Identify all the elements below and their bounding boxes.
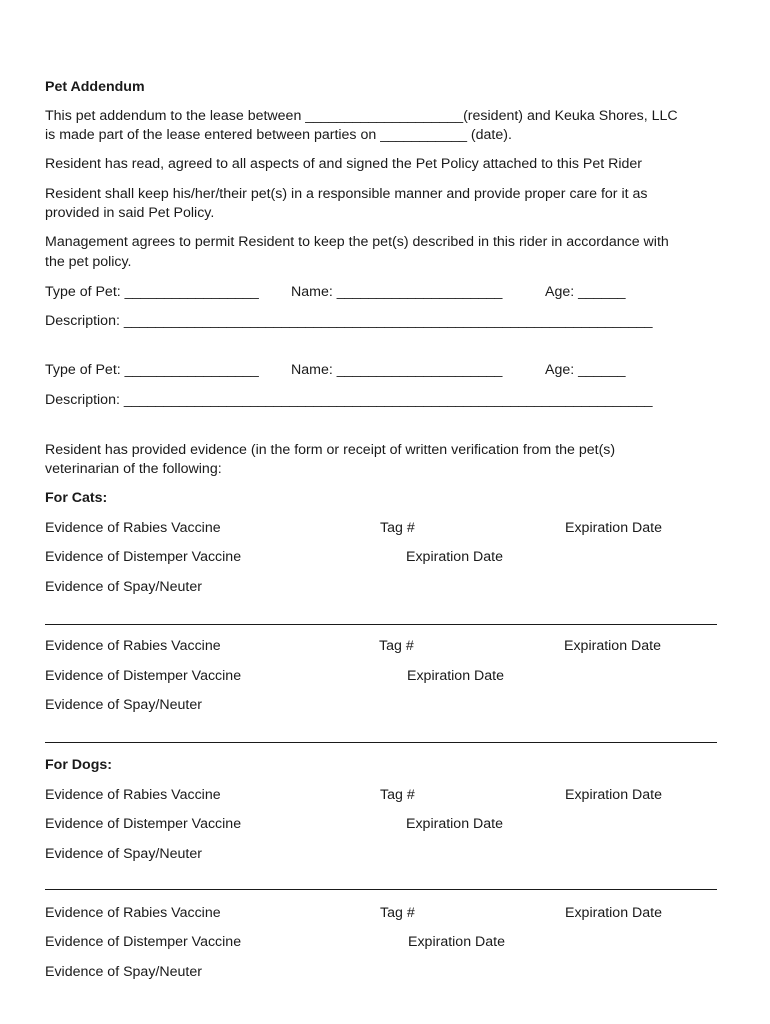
section-divider [45, 624, 717, 625]
rabies-expiration-label: Expiration Date [564, 638, 661, 654]
rabies-vaccine-label: Evidence of Rabies Vaccine [45, 638, 221, 654]
pet-name-field[interactable]: Name: _____________________ [291, 284, 503, 300]
tag-number-label: Tag # [379, 638, 414, 654]
tag-number-label: Tag # [380, 520, 415, 536]
dogs-heading: For Dogs: [45, 757, 112, 773]
pet-policy-statement: Resident has read, agreed to all aspects of and signed the Pet Policy attached to this Pet Rider [45, 156, 643, 172]
rabies-vaccine-label: Evidence of Rabies Vaccine [45, 905, 221, 921]
tag-number-label: Tag # [380, 905, 415, 921]
rabies-vaccine-label: Evidence of Rabies Vaccine [45, 787, 221, 803]
section-divider [45, 742, 717, 743]
evidence-intro-line-2: veterinarian of the following: [45, 461, 222, 477]
rabies-vaccine-label: Evidence of Rabies Vaccine [45, 520, 221, 536]
intro-line-2: is made part of the lease entered between parties on ___________ (date). [45, 127, 512, 143]
distemper-expiration-label: Expiration Date [408, 934, 505, 950]
page-title: Pet Addendum [45, 79, 145, 95]
cats-heading: For Cats: [45, 490, 108, 506]
pet-age-field[interactable]: Age: ______ [545, 362, 626, 378]
rabies-expiration-label: Expiration Date [565, 787, 662, 803]
distemper-expiration-label: Expiration Date [406, 816, 503, 832]
spay-neuter-label: Evidence of Spay/Neuter [45, 964, 202, 980]
spay-neuter-label: Evidence of Spay/Neuter [45, 697, 202, 713]
management-statement-line-2: the pet policy. [45, 254, 132, 270]
pet-type-field[interactable]: Type of Pet: _________________ [45, 284, 259, 300]
distemper-vaccine-label: Evidence of Distemper Vaccine [45, 816, 242, 832]
distemper-vaccine-label: Evidence of Distemper Vaccine [45, 668, 242, 684]
distemper-vaccine-label: Evidence of Distemper Vaccine [45, 934, 242, 950]
distemper-expiration-label: Expiration Date [406, 549, 503, 565]
distemper-expiration-label: Expiration Date [407, 668, 504, 684]
spay-neuter-label: Evidence of Spay/Neuter [45, 579, 202, 595]
evidence-intro-line-1: Resident has provided evidence (in the form or receipt of written verification from the pet(s) [45, 442, 616, 458]
pet-type-field[interactable]: Type of Pet: _________________ [45, 362, 259, 378]
intro-line-1: This pet addendum to the lease between ____________________(resident) and Keuka Shores, LLC [45, 108, 678, 124]
rabies-expiration-label: Expiration Date [565, 905, 662, 921]
tag-number-label: Tag # [380, 787, 415, 803]
rabies-expiration-label: Expiration Date [565, 520, 662, 536]
pet-description-field[interactable]: Description: ___________________________________________________________________ [45, 392, 653, 408]
care-statement-line-2: provided in said Pet Policy. [45, 205, 215, 221]
care-statement-line-1: Resident shall keep his/her/their pet(s) in a responsible manner and provide proper care for it as [45, 186, 648, 202]
section-divider [45, 889, 717, 890]
management-statement-line-1: Management agrees to permit Resident to keep the pet(s) described in this rider in accordance with [45, 234, 669, 250]
spay-neuter-label: Evidence of Spay/Neuter [45, 846, 202, 862]
distemper-vaccine-label: Evidence of Distemper Vaccine [45, 549, 242, 565]
pet-description-field[interactable]: Description: ___________________________________________________________________ [45, 313, 653, 329]
pet-age-field[interactable]: Age: ______ [545, 284, 626, 300]
pet-name-field[interactable]: Name: _____________________ [291, 362, 503, 378]
